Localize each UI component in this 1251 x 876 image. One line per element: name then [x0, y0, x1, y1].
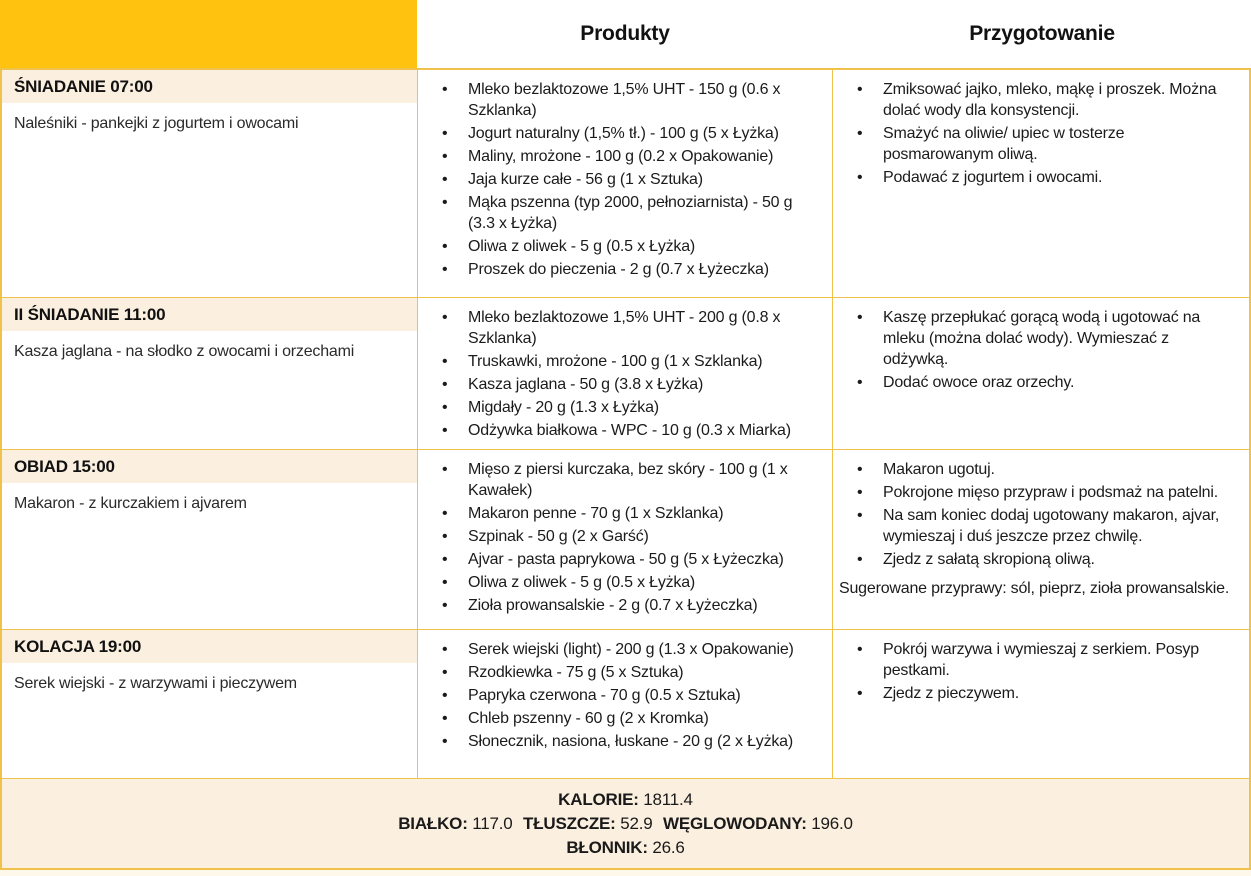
product-item: • Odżywka białkowa - WPC - 10 g (0.3 x Miarka)	[418, 420, 820, 441]
meal-description: Naleśniki - pankejki z jogurtem i owocami	[14, 115, 299, 132]
carbs-value: 196.0	[811, 813, 853, 833]
product-item: • Mięso z piersi kurczaka, bez skóry - 100 g (1 x Kawałek)	[418, 459, 820, 501]
product-item: • Zioła prowansalskie - 2 g (0.7 x Łyżeczka)	[418, 595, 820, 616]
meal-title: II ŚNIADANIE 11:00	[2, 298, 417, 331]
preparation-cell	[833, 70, 1249, 297]
product-item: • Serek wiejski (light) - 200 g (1.3 x Opakowanie)	[418, 639, 820, 660]
product-item: • Kasza jaglana - 50 g (3.8 x Łyżka)	[418, 374, 820, 395]
products-column-header: Produkty	[580, 22, 670, 45]
bottom-strip	[0, 870, 1251, 876]
preparation-list	[833, 450, 1249, 578]
macros-line	[398, 813, 853, 835]
product-item: • Papryka czerwona - 70 g (0.5 x Sztuka)	[418, 685, 820, 706]
seasoning-note: Sugerowane przyprawy: sól, pieprz, zioła prowansalskie.	[839, 580, 1230, 597]
calories-line	[558, 789, 693, 811]
preparation-column-header: Przygotowanie	[969, 22, 1115, 45]
meal-table-body	[0, 68, 1251, 778]
meal-title: ŚNIADANIE 07:00	[2, 70, 417, 103]
preparation-step: • Podawać z jogurtem i owocami.	[833, 167, 1237, 188]
products-cell	[417, 70, 833, 297]
preparation-step: • Zjedz z sałatą skropioną oliwą.	[833, 549, 1237, 570]
fat-label: TŁUSZCZE:	[523, 813, 616, 833]
product-item: • Maliny, mrożone - 100 g (0.2 x Opakowanie)	[418, 146, 820, 167]
carbs-label: WĘGLOWODANY:	[663, 813, 807, 833]
product-item: • Makaron penne - 70 g (1 x Szklanka)	[418, 503, 820, 524]
product-item: • Rzodkiewka - 75 g (5 x Sztuka)	[418, 662, 820, 683]
fiber-value: 26.6	[652, 837, 685, 857]
preparation-step: • Zmiksować jajko, mleko, mąkę i proszek. Można dolać wody dla konsystencji.	[833, 79, 1237, 121]
product-item: • Jaja kurze całe - 56 g (1 x Sztuka)	[418, 169, 820, 190]
preparation-step: • Na sam koniec dodaj ugotowany makaron, ajvar, wymieszaj i duś jeszcze przez chwilę.	[833, 505, 1237, 547]
product-item: • Oliwa z oliwek - 5 g (0.5 x Łyżka)	[418, 572, 820, 593]
products-cell	[417, 298, 833, 449]
meal-row-obiad	[2, 449, 1249, 629]
products-list	[418, 70, 832, 288]
product-item: • Mleko bezlaktozowe 1,5% UHT - 150 g (0.6 x Szklanka)	[418, 79, 820, 121]
products-list	[418, 450, 832, 624]
fiber-label: BŁONNIK:	[566, 837, 648, 857]
products-cell	[417, 450, 833, 629]
protein-value: 117.0	[472, 813, 513, 833]
preparation-step: • Pokrojone mięso przypraw i podsmaż na patelni.	[833, 482, 1237, 503]
meal-info-cell	[2, 298, 417, 449]
meal-info-cell	[2, 630, 417, 778]
products-list	[418, 630, 832, 760]
preparation-cell	[833, 630, 1249, 778]
product-item: • Mąka pszenna (typ 2000, pełnoziarnista) - 50 g (3.3 x Łyżka)	[418, 192, 820, 234]
preparation-list	[833, 298, 1249, 401]
product-item: • Szpinak - 50 g (2 x Garść)	[418, 526, 820, 547]
meal-description: Kasza jaglana - na słodko z owocami i orzechami	[14, 343, 355, 360]
meal-title: KOLACJA 19:00	[2, 630, 417, 663]
preparation-list	[833, 630, 1249, 712]
product-item: • Mleko bezlaktozowe 1,5% UHT - 200 g (0.8 x Szklanka)	[418, 307, 820, 349]
meal-description: Serek wiejski - z warzywami i pieczywem	[14, 675, 297, 692]
product-item: • Migdały - 20 g (1.3 x Łyżka)	[418, 397, 820, 418]
preparation-step: • Zjedz z pieczywem.	[833, 683, 1237, 704]
meal-row-kolacja	[2, 629, 1249, 778]
meal-description: Makaron - z kurczakiem i ajvarem	[14, 495, 247, 512]
product-item: • Proszek do pieczenia - 2 g (0.7 x Łyżeczka)	[418, 259, 820, 280]
header-corner-block	[0, 0, 417, 68]
fiber-line	[566, 837, 684, 859]
meal-info-cell	[2, 70, 417, 297]
table-header	[0, 0, 1251, 68]
product-item: • Chleb pszenny - 60 g (2 x Kromka)	[418, 708, 820, 729]
products-list	[418, 298, 832, 449]
preparation-step: • Makaron ugotuj.	[833, 459, 1237, 480]
products-cell	[417, 630, 833, 778]
calories-value: 1811.4	[643, 789, 693, 809]
nutrition-summary	[0, 778, 1251, 870]
meal-row-ii-sniadanie	[2, 297, 1249, 449]
preparation-cell	[833, 450, 1249, 629]
product-item: • Ajvar - pasta paprykowa - 50 g (5 x Łyżeczka)	[418, 549, 820, 570]
meal-row-sniadanie	[2, 70, 1249, 297]
protein-label: BIAŁKO:	[398, 813, 468, 833]
meal-info-cell	[2, 450, 417, 629]
preparation-list	[833, 70, 1249, 196]
preparation-step: • Dodać owoce oraz orzechy.	[833, 372, 1237, 393]
product-item: • Oliwa z oliwek - 5 g (0.5 x Łyżka)	[418, 236, 820, 257]
preparation-step: • Kaszę przepłukać gorącą wodą i ugotować na mleku (można dolać wody). Wymieszać z odżywką.	[833, 307, 1237, 370]
product-item: • Truskawki, mrożone - 100 g (1 x Szklanka)	[418, 351, 820, 372]
product-item: • Jogurt naturalny (1,5% tł.) - 100 g (5 x Łyżka)	[418, 123, 820, 144]
preparation-step: • Smażyć na oliwie/ upiec w tosterze posmarowanym oliwą.	[833, 123, 1237, 165]
meal-title: OBIAD 15:00	[2, 450, 417, 483]
calories-label: KALORIE:	[558, 789, 639, 809]
preparation-cell	[833, 298, 1249, 449]
fat-value: 52.9	[620, 813, 653, 833]
preparation-step: • Pokrój warzywa i wymieszaj z serkiem. Posyp pestkami.	[833, 639, 1237, 681]
product-item: • Słonecznik, nasiona, łuskane - 20 g (2 x Łyżka)	[418, 731, 820, 752]
